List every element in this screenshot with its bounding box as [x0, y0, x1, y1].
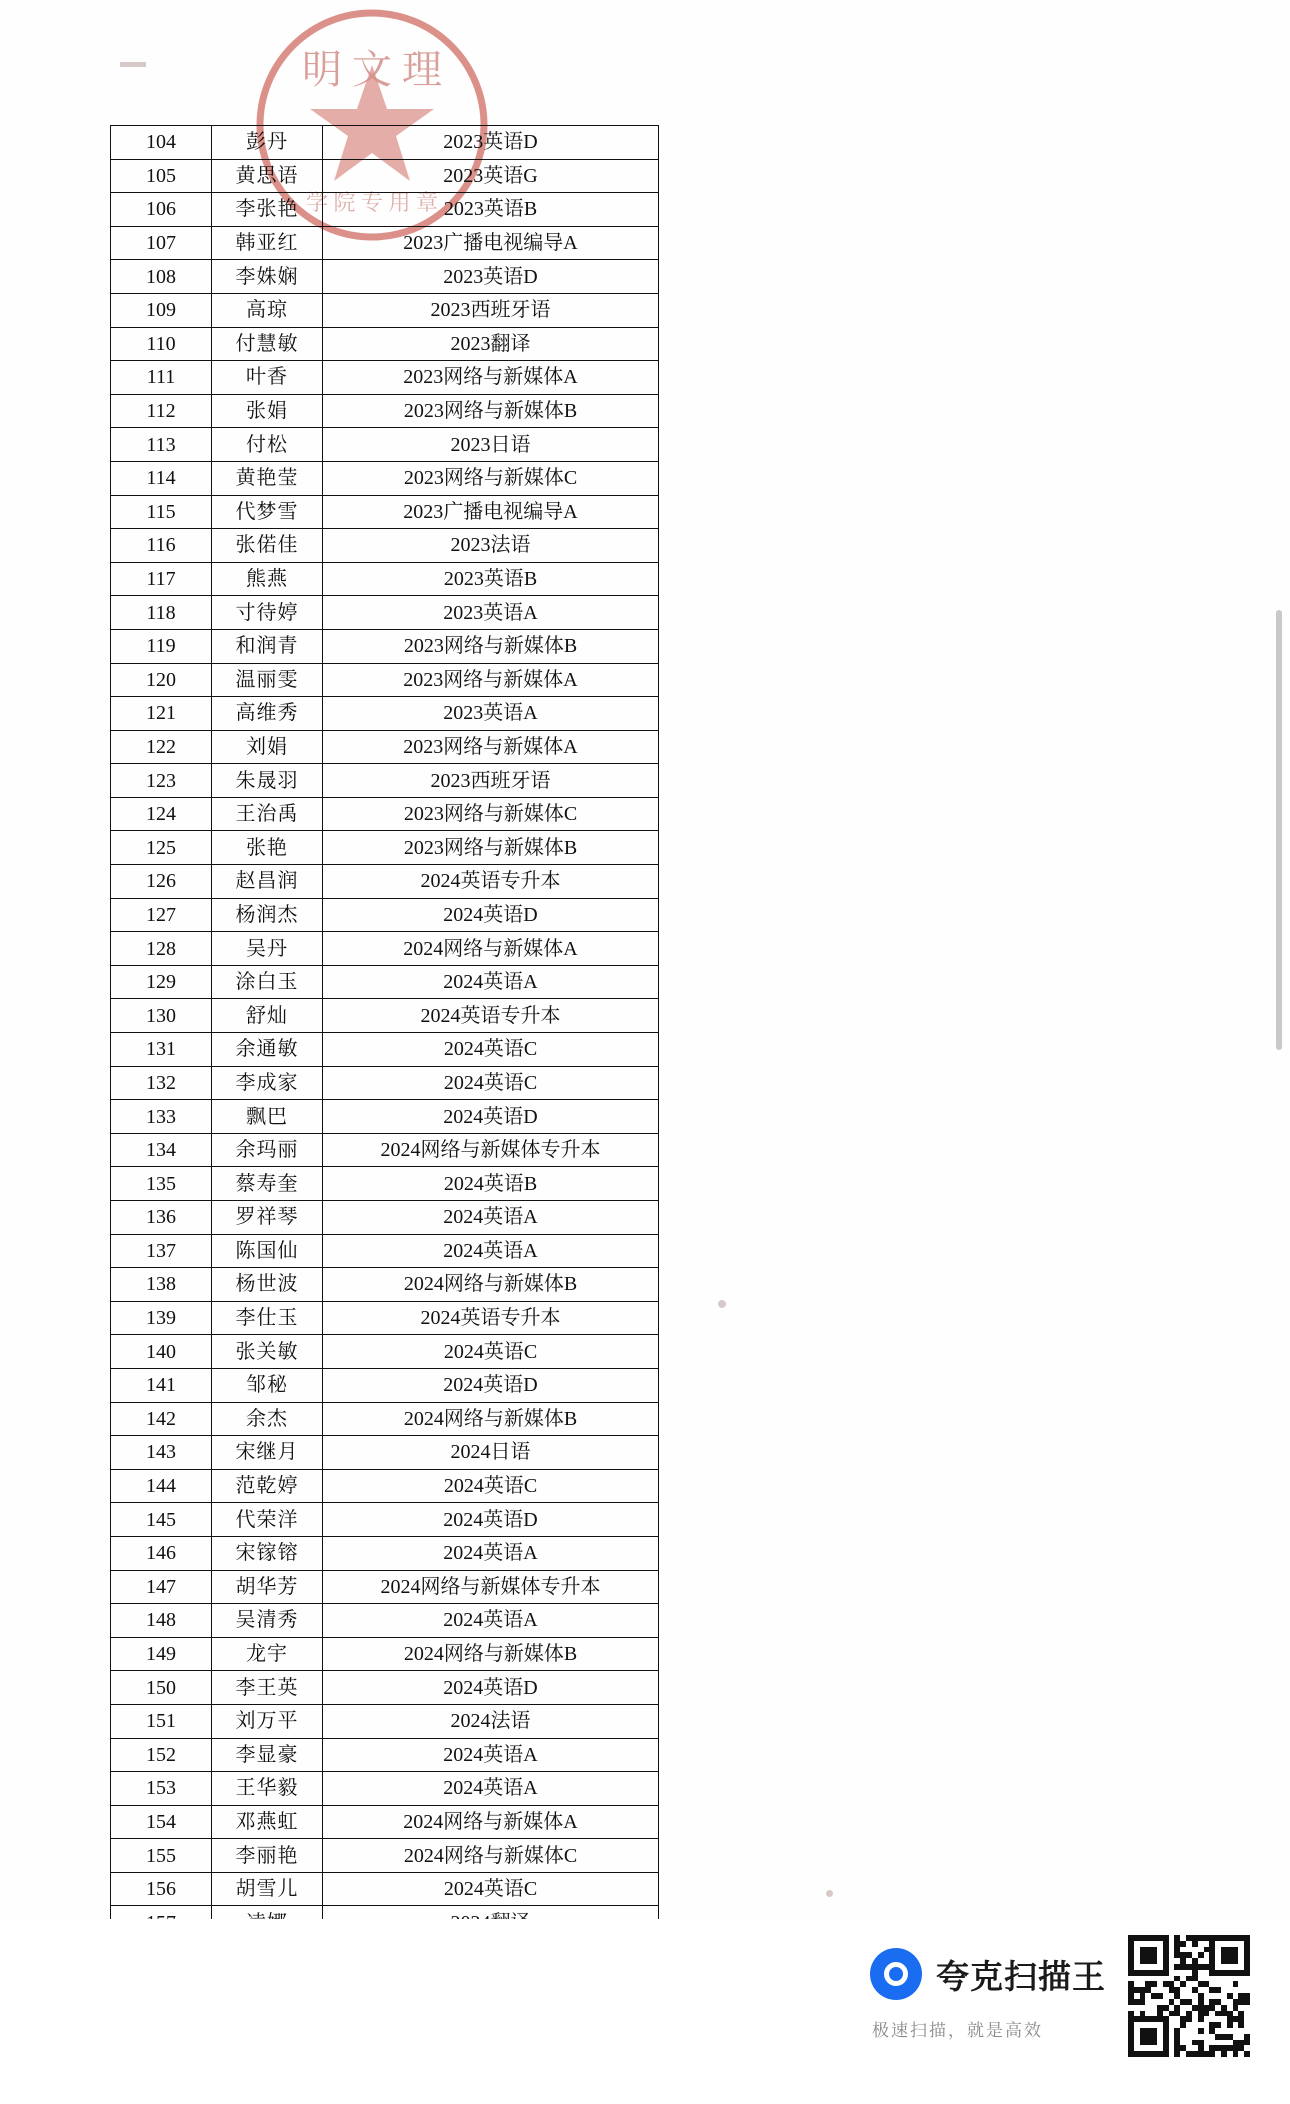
cell-name: 李张艳: [212, 193, 323, 227]
table-row: [111, 1201, 659, 1235]
cell-class: 2023英语B: [323, 193, 659, 227]
cell-name: 付松: [212, 428, 323, 462]
cell-class: 2024网络与新媒体专升本: [323, 1570, 659, 1604]
table-row: [111, 428, 659, 462]
cell-class: 2023网络与新媒体C: [323, 461, 659, 495]
cell-class: 2024英语C: [323, 1033, 659, 1067]
cell-name: 温丽雯: [212, 663, 323, 697]
cell-name: 吴清秀: [212, 1604, 323, 1638]
cell-no: 107: [111, 226, 212, 260]
cell-no: 116: [111, 529, 212, 563]
cell-class: 2024网络与新媒体专升本: [323, 1133, 659, 1167]
scan-speck: [718, 1300, 726, 1308]
cell-class: 2024网络与新媒体B: [323, 1268, 659, 1302]
cell-name: 余杰: [212, 1402, 323, 1436]
cell-class: 2023法语: [323, 529, 659, 563]
cell-class: 2024日语: [323, 1436, 659, 1470]
cell-no: 144: [111, 1469, 212, 1503]
cell-class: 2024英语C: [323, 1066, 659, 1100]
table-row: [111, 1133, 659, 1167]
table-row: [111, 495, 659, 529]
table-row: [111, 865, 659, 899]
footer-branding-bar: [0, 1919, 1290, 2104]
cell-class: 2024英语D: [323, 1100, 659, 1134]
cell-no: 140: [111, 1335, 212, 1369]
table-row: [111, 1301, 659, 1335]
table-row: [111, 1402, 659, 1436]
cell-name: 余通敏: [212, 1033, 323, 1067]
cell-class: 2023网络与新媒体B: [323, 831, 659, 865]
table-row: [111, 1604, 659, 1638]
table-row: [111, 1570, 659, 1604]
cell-name: 韩亚红: [212, 226, 323, 260]
cell-class: 2023翻译: [323, 327, 659, 361]
table-row: [111, 529, 659, 563]
cell-class: 2024英语A: [323, 965, 659, 999]
cell-class: 2023英语D: [323, 126, 659, 160]
cell-class: 2024英语A: [323, 1604, 659, 1638]
cell-name: 胡华芳: [212, 1570, 323, 1604]
table-row: [111, 226, 659, 260]
cell-name: 李姝娴: [212, 260, 323, 294]
cell-no: 145: [111, 1503, 212, 1537]
cell-name: 杨世波: [212, 1268, 323, 1302]
cell-name: 王华毅: [212, 1772, 323, 1806]
cell-no: 155: [111, 1839, 212, 1873]
cell-name: 余玛丽: [212, 1133, 323, 1167]
cell-no: 126: [111, 865, 212, 899]
cell-class: 2024英语C: [323, 1872, 659, 1906]
cell-no: 142: [111, 1402, 212, 1436]
cell-name: 李仕玉: [212, 1301, 323, 1335]
cell-name: 张偌佳: [212, 529, 323, 563]
cell-no: 130: [111, 999, 212, 1033]
qr-code[interactable]: [1128, 1935, 1250, 2057]
table-row: [111, 1436, 659, 1470]
cell-name: 范乾婷: [212, 1469, 323, 1503]
table-row: [111, 1738, 659, 1772]
cell-class: 2023网络与新媒体A: [323, 663, 659, 697]
cell-no: 135: [111, 1167, 212, 1201]
table-row: [111, 999, 659, 1033]
table-row: [111, 1234, 659, 1268]
cell-no: 122: [111, 730, 212, 764]
cell-class: 2024英语A: [323, 1234, 659, 1268]
cell-name: 张娟: [212, 394, 323, 428]
table-row: [111, 1772, 659, 1806]
cell-name: 李显豪: [212, 1738, 323, 1772]
cell-class: 2024网络与新媒体B: [323, 1402, 659, 1436]
table-row: [111, 394, 659, 428]
cell-class: 2024英语C: [323, 1469, 659, 1503]
svg-text:明 文 理: 明 文 理: [302, 47, 442, 92]
cell-class: 2024英语C: [323, 1335, 659, 1369]
cell-class: 2023网络与新媒体C: [323, 797, 659, 831]
cell-no: 127: [111, 898, 212, 932]
table-row: [111, 1368, 659, 1402]
cell-class: 2023网络与新媒体B: [323, 394, 659, 428]
cell-class: 2024英语专升本: [323, 999, 659, 1033]
cell-name: 李王英: [212, 1671, 323, 1705]
cell-no: 108: [111, 260, 212, 294]
table-row: [111, 1805, 659, 1839]
cell-class: 2024英语D: [323, 1368, 659, 1402]
cell-no: 119: [111, 629, 212, 663]
cell-class: 2024英语A: [323, 1536, 659, 1570]
cell-no: 147: [111, 1570, 212, 1604]
cell-class: 2023西班牙语: [323, 293, 659, 327]
cell-class: 2024英语B: [323, 1167, 659, 1201]
cell-class: 2023西班牙语: [323, 764, 659, 798]
cell-class: 2024网络与新媒体C: [323, 1839, 659, 1873]
cell-name: 代梦雪: [212, 495, 323, 529]
cell-no: 121: [111, 697, 212, 731]
table-row: [111, 159, 659, 193]
table-row: [111, 1268, 659, 1302]
table-row: [111, 1100, 659, 1134]
table-row: [111, 932, 659, 966]
table-row: [111, 293, 659, 327]
cell-no: 137: [111, 1234, 212, 1268]
cell-no: 110: [111, 327, 212, 361]
cell-no: 109: [111, 293, 212, 327]
cell-name: 蔡寿奎: [212, 1167, 323, 1201]
table-row: [111, 629, 659, 663]
table-row: [111, 1469, 659, 1503]
table-row: [111, 1872, 659, 1906]
cell-name: 彭丹: [212, 126, 323, 160]
table-row: [111, 831, 659, 865]
cell-class: 2024网络与新媒体A: [323, 932, 659, 966]
cell-class: 2023英语A: [323, 697, 659, 731]
scan-speck: [120, 62, 146, 67]
cell-class: 2024英语A: [323, 1201, 659, 1235]
table-row: [111, 965, 659, 999]
cell-no: 131: [111, 1033, 212, 1067]
cell-name: 杨润杰: [212, 898, 323, 932]
cell-name: 龙宇: [212, 1637, 323, 1671]
table-row: [111, 1637, 659, 1671]
cell-class: 2023网络与新媒体B: [323, 629, 659, 663]
table-row: [111, 327, 659, 361]
cell-name: 张关敏: [212, 1335, 323, 1369]
cell-no: 128: [111, 932, 212, 966]
cell-name: 高维秀: [212, 697, 323, 731]
table-row: [111, 764, 659, 798]
cell-no: 112: [111, 394, 212, 428]
cell-name: 涂白玉: [212, 965, 323, 999]
cell-name: 高琼: [212, 293, 323, 327]
cell-class: 2024英语D: [323, 1503, 659, 1537]
cell-no: 124: [111, 797, 212, 831]
table-row: [111, 461, 659, 495]
table-row: [111, 898, 659, 932]
table-row: [111, 596, 659, 630]
cell-no: 139: [111, 1301, 212, 1335]
cell-class: 2024法语: [323, 1704, 659, 1738]
cell-name: 赵昌润: [212, 865, 323, 899]
cell-no: 133: [111, 1100, 212, 1134]
cell-no: 113: [111, 428, 212, 462]
cell-name: 舒灿: [212, 999, 323, 1033]
cell-no: 115: [111, 495, 212, 529]
cell-class: 2023英语B: [323, 562, 659, 596]
quark-scanner-logo-icon: [870, 1948, 922, 2000]
cell-no: 141: [111, 1368, 212, 1402]
cell-no: 154: [111, 1805, 212, 1839]
cell-no: 150: [111, 1671, 212, 1705]
cell-class: 2023网络与新媒体A: [323, 361, 659, 395]
cell-name: 黄艳莹: [212, 461, 323, 495]
cell-class: 2024网络与新媒体B: [323, 1637, 659, 1671]
cell-name: 飘巴: [212, 1100, 323, 1134]
cell-class: 2023英语D: [323, 260, 659, 294]
cell-class: 2024英语A: [323, 1738, 659, 1772]
cell-name: 宋继月: [212, 1436, 323, 1470]
cell-name: 胡雪儿: [212, 1872, 323, 1906]
cell-no: 118: [111, 596, 212, 630]
cell-no: 105: [111, 159, 212, 193]
cell-no: 114: [111, 461, 212, 495]
cell-no: 138: [111, 1268, 212, 1302]
cell-name: 朱晟羽: [212, 764, 323, 798]
table-row: [111, 126, 659, 160]
table-row: [111, 730, 659, 764]
cell-name: 和润青: [212, 629, 323, 663]
cell-class: 2023英语G: [323, 159, 659, 193]
cell-no: 149: [111, 1637, 212, 1671]
table-row: [111, 260, 659, 294]
cell-no: 143: [111, 1436, 212, 1470]
cell-no: 151: [111, 1704, 212, 1738]
cell-no: 152: [111, 1738, 212, 1772]
table-row: [111, 1671, 659, 1705]
cell-no: 104: [111, 126, 212, 160]
cell-class: 2024网络与新媒体A: [323, 1805, 659, 1839]
cell-class: 2023日语: [323, 428, 659, 462]
cell-name: 叶香: [212, 361, 323, 395]
table-row: [111, 562, 659, 596]
table-row: [111, 1066, 659, 1100]
cell-no: 146: [111, 1536, 212, 1570]
cell-name: 罗祥琴: [212, 1201, 323, 1235]
cell-no: 117: [111, 562, 212, 596]
cell-class: 2024英语D: [323, 898, 659, 932]
cell-no: 134: [111, 1133, 212, 1167]
cell-no: 129: [111, 965, 212, 999]
cell-name: 王治禹: [212, 797, 323, 831]
table-row: [111, 797, 659, 831]
table-row: [111, 697, 659, 731]
table-row: [111, 1335, 659, 1369]
cell-class: 2023广播电视编导A: [323, 495, 659, 529]
cell-name: 代荣洋: [212, 1503, 323, 1537]
cell-name: 吴丹: [212, 932, 323, 966]
svg-text:学 院 专 用 章: 学 院 专 用 章: [305, 190, 439, 215]
table-row: [111, 1704, 659, 1738]
cell-no: 153: [111, 1772, 212, 1806]
table-row: [111, 1167, 659, 1201]
table-row: [111, 1503, 659, 1537]
cell-class: 2024英语专升本: [323, 865, 659, 899]
table-row: [111, 1033, 659, 1067]
cell-no: 156: [111, 1872, 212, 1906]
cell-name: 李成家: [212, 1066, 323, 1100]
cell-name: 黄思语: [212, 159, 323, 193]
cell-name: 邓燕虹: [212, 1805, 323, 1839]
app-brand: [870, 1948, 1106, 2000]
app-slogan: 极速扫描，就是高效: [872, 2021, 1043, 2040]
cell-no: 132: [111, 1066, 212, 1100]
cell-name: 寸待婷: [212, 596, 323, 630]
cell-name: 刘娟: [212, 730, 323, 764]
cell-name: 宋镓镕: [212, 1536, 323, 1570]
cell-name: 刘万平: [212, 1704, 323, 1738]
cell-no: 123: [111, 764, 212, 798]
cell-no: 148: [111, 1604, 212, 1638]
cell-class: 2024英语A: [323, 1772, 659, 1806]
cell-class: 2024英语专升本: [323, 1301, 659, 1335]
roster-table-body: [111, 126, 659, 1940]
cell-no: 111: [111, 361, 212, 395]
roster-table: [110, 125, 659, 1940]
cell-class: 2024英语D: [323, 1671, 659, 1705]
cell-name: 陈国仙: [212, 1234, 323, 1268]
cell-name: 张艳: [212, 831, 323, 865]
table-row: [111, 193, 659, 227]
cell-class: 2023广播电视编导A: [323, 226, 659, 260]
scrollbar-thumb[interactable]: [1276, 610, 1282, 1050]
cell-class: 2023网络与新媒体A: [323, 730, 659, 764]
app-name: 夸克扫描王: [936, 1957, 1106, 1995]
cell-no: 136: [111, 1201, 212, 1235]
table-row: [111, 1536, 659, 1570]
table-row: [111, 663, 659, 697]
cell-name: 邹秘: [212, 1368, 323, 1402]
table-row: [111, 361, 659, 395]
cell-name: 熊燕: [212, 562, 323, 596]
cell-name: 李丽艳: [212, 1839, 323, 1873]
cell-name: 付慧敏: [212, 327, 323, 361]
scan-speck: [826, 1890, 833, 1897]
cell-no: 125: [111, 831, 212, 865]
table-row: [111, 1839, 659, 1873]
cell-no: 106: [111, 193, 212, 227]
cell-class: 2023英语A: [323, 596, 659, 630]
cell-no: 120: [111, 663, 212, 697]
